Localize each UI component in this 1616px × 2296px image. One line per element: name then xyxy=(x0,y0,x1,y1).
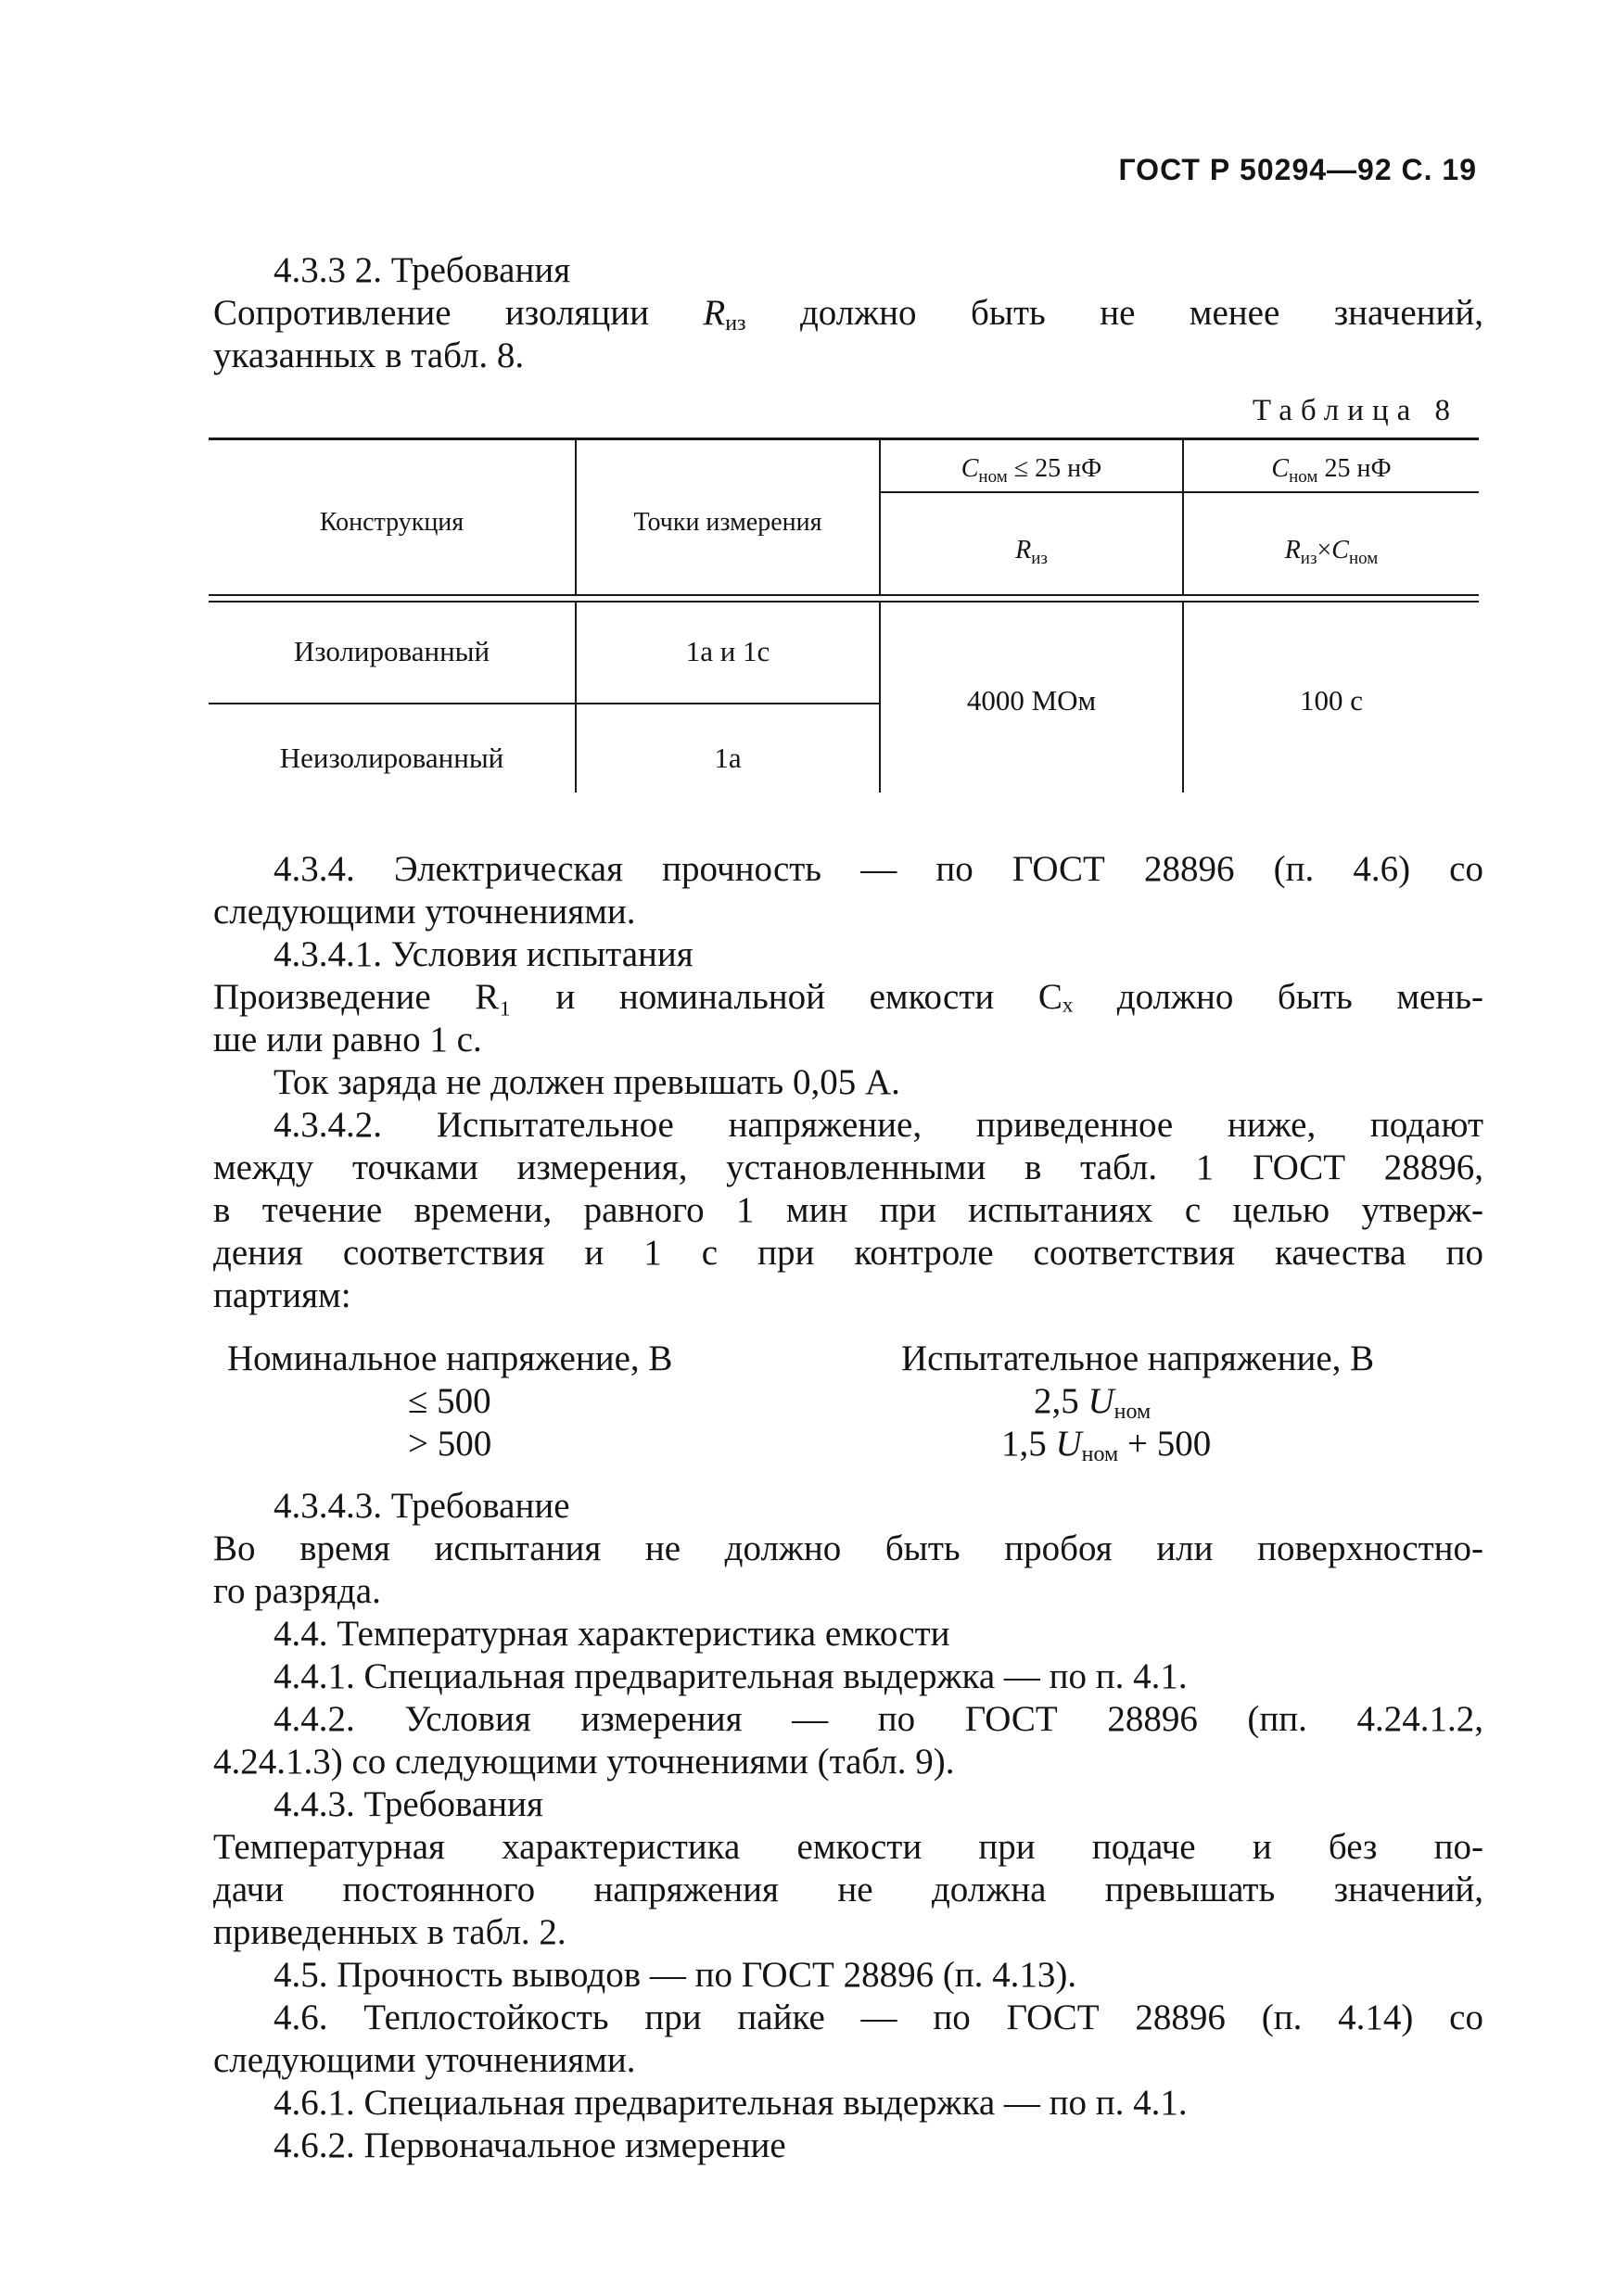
section-heading-462: 4.6.2. Первоначальное измерение xyxy=(274,2125,786,2165)
section-heading-4341: 4.3.4.1. Условия испытания xyxy=(274,934,693,974)
test-voltage-row2 xyxy=(1001,1426,1211,1465)
table-row-rule xyxy=(209,703,881,704)
r-subscript: из xyxy=(1031,549,1048,568)
text-fragment: должно быть не менее значений, xyxy=(799,293,1484,333)
header-c-gt-25 xyxy=(1184,454,1479,488)
paragraph-line: 4.6.1. Специальная предварительная выдержка — по п. 4.1. xyxy=(274,2083,1188,2123)
coefficient: 1,5 xyxy=(1001,1424,1047,1464)
paragraph-line: в течение времени, равного 1 мин при испытаниях с целью утверж- xyxy=(213,1190,1483,1230)
nominal-voltage-row2: > 500 xyxy=(408,1424,492,1464)
time-value: 100 с xyxy=(1299,684,1363,717)
row2-construction: Неизолированный xyxy=(279,742,504,774)
paragraph-line: дачи постоянного напряжения не должна превышать значений, xyxy=(213,1870,1483,1909)
paragraph-line: дения соответствия и 1 с при контроле соответствия качества по xyxy=(213,1233,1483,1273)
condition-text: 25 нФ xyxy=(1324,454,1392,483)
section-heading-443: 4.4.3. Требования xyxy=(274,1784,543,1824)
paragraph-line: Произведение R₁ и номинальной емкости Cₓ должно быть мень- xyxy=(213,977,1483,1017)
c-symbol: C xyxy=(1271,454,1290,483)
table-subheader-rule xyxy=(881,491,1479,493)
header-construction: Конструкция xyxy=(319,508,464,537)
paragraph-line: ше или равно 1 с. xyxy=(213,1020,482,1059)
paragraph-line: 4.24.1.3) со следующими уточнениями (табл. 9). xyxy=(213,1742,955,1782)
paragraph-line: 4.4.1. Специальная предварительная выдержка — по п. 4.1. xyxy=(274,1656,1188,1696)
c-symbol: C xyxy=(1331,536,1349,564)
row2-points: 1a xyxy=(714,742,742,774)
table-header-rule xyxy=(209,601,1479,603)
test-voltage-header: Испытательное напряжение, В xyxy=(901,1338,1375,1378)
addend: + 500 xyxy=(1127,1424,1212,1464)
subheader-r-iz xyxy=(881,536,1182,569)
section-heading-4343: 4.3.4.3. Требование xyxy=(274,1486,570,1526)
text-fragment: Сопротивление изоляции xyxy=(213,293,649,333)
nominal-voltage-row1: ≤ 500 xyxy=(408,1381,491,1421)
u-symbol: U xyxy=(1088,1381,1114,1421)
section-heading-45: 4.5. Прочность выводов — по ГОСТ 28896 (п. 4.13). xyxy=(274,1955,1077,1995)
table-header-rule xyxy=(209,594,1479,596)
paragraph-line: Во время испытания не должно быть пробоя или поверхностно- xyxy=(213,1529,1483,1568)
resistance-value: 4000 МОм xyxy=(966,684,1097,717)
times-sign: × xyxy=(1317,536,1332,564)
coefficient: 2,5 xyxy=(1034,1381,1079,1421)
r-symbol: R xyxy=(703,293,726,333)
section-heading-44: 4.4. Температурная характеристика емкости xyxy=(274,1614,950,1654)
paragraph-line: Температурная характеристика емкости при подаче и без по- xyxy=(213,1827,1483,1867)
r-symbol: R xyxy=(1284,536,1301,564)
paragraph-line: 4.3.4.2. Испытательное напряжение, приведенное ниже, подают xyxy=(274,1105,1483,1145)
u-symbol: U xyxy=(1055,1424,1082,1464)
nominal-voltage-header: Номинальное напряжение, В xyxy=(227,1338,673,1378)
paragraph-line xyxy=(213,295,1483,335)
header-measure-points: Точки измерения xyxy=(633,508,822,537)
paragraph-line: следующими уточнениями. xyxy=(213,892,636,932)
c-subscript: ном xyxy=(1289,467,1318,487)
u-subscript: ном xyxy=(1113,1400,1152,1424)
u-subscript: ном xyxy=(1081,1442,1119,1466)
test-voltage-row1 xyxy=(1034,1383,1151,1423)
condition-text: ≤ 25 нФ xyxy=(1013,454,1102,483)
r-subscript: из xyxy=(1300,549,1317,568)
page-header: ГОСТ Р 50294—92 С. 19 xyxy=(1118,153,1477,186)
paragraph-line: следующими уточнениями. xyxy=(213,2040,636,2080)
paragraph-line: партиям: xyxy=(213,1275,351,1315)
paragraph-line: Ток заряда не должен превышать 0,05 А. xyxy=(274,1062,900,1102)
paragraph-line: 4.4.2. Условия измерения — по ГОСТ 28896 (пп. 4.24.1.2, xyxy=(274,1699,1483,1739)
paragraph-line: между точками измерения, установленными в табл. 1 ГОСТ 28896, xyxy=(213,1148,1483,1187)
c-subscript: ном xyxy=(978,467,1008,487)
paragraph-line: го разряда. xyxy=(213,1571,381,1611)
header-c-le-25 xyxy=(881,454,1182,488)
paragraph-line: 4.6. Теплостойкость при пайке — по ГОСТ 28896 (п. 4.14) со xyxy=(274,1998,1483,2037)
row1-points: 1a и 1c xyxy=(685,635,770,667)
table-top-rule xyxy=(209,438,1479,440)
r-symbol: R xyxy=(1015,536,1032,564)
c-symbol: C xyxy=(961,454,979,483)
paragraph-line: указанных в табл. 8. xyxy=(213,336,525,375)
table-title: Таблица 8 xyxy=(1252,394,1458,427)
r-subscript: из xyxy=(725,311,746,336)
resistance-symbol xyxy=(703,293,746,336)
subheader-r-times-c xyxy=(1184,536,1479,569)
c-subscript: ном xyxy=(1348,549,1379,568)
paragraph-line: 4.3.4. Электрическая прочность — по ГОСТ 28896 (п. 4.6) со xyxy=(274,849,1483,889)
section-heading-4332: 4.3.3 2. Требования xyxy=(274,250,571,290)
row1-construction: Изолированный xyxy=(293,635,490,667)
paragraph-line: приведенных в табл. 2. xyxy=(213,1912,566,1952)
